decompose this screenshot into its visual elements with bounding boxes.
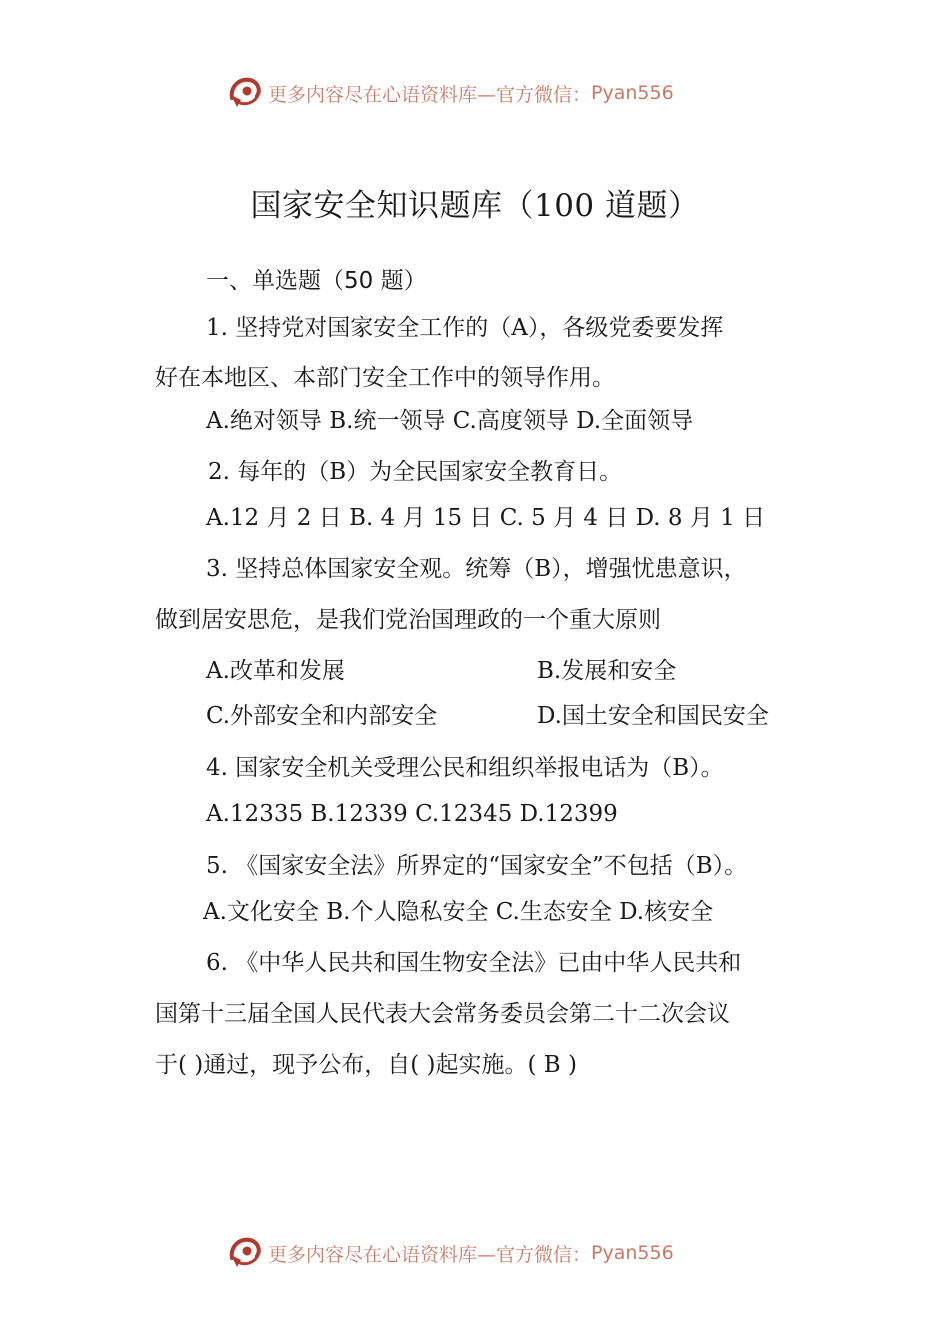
question-2-options: A.12 月 2 日 B. 4 月 15 日 C. 5 月 4 日 D. 8 月 1 日 <box>206 505 766 531</box>
question-3-option-b: B.发展和安全 <box>537 658 677 684</box>
section-heading: 一、单选题（50 题） <box>206 268 427 294</box>
logo-icon <box>226 74 264 112</box>
question-5-line-1: 5. 《国家安全法》所界定的“国家安全”不包括（B）。 <box>206 853 748 879</box>
question-1-options: A.绝对领导 B.统一领导 C.高度领导 D.全面领导 <box>206 408 694 434</box>
watermark-header <box>226 73 674 113</box>
question-5-options: A.文化安全 B.个人隐私安全 C.生态安全 D.核安全 <box>203 899 714 925</box>
question-3-option-d: D.国土安全和国民安全 <box>537 703 769 729</box>
question-3-option-a: A.改革和发展 <box>206 658 345 684</box>
question-6-line-1: 6. 《中华人民共和国生物安全法》已由中华人民共和 <box>206 950 742 976</box>
watermark-text: 更多内容尽在心语资料库—官方微信： <box>268 1243 592 1266</box>
question-2-line-1: 2. 每年的（B）为全民国家安全教育日。 <box>208 459 623 485</box>
question-1-line-1: 1. 坚持党对国家安全工作的（A），各级党委要发挥 <box>206 315 724 341</box>
question-3-option-c: C.外部安全和内部安全 <box>206 703 438 729</box>
watermark-text: 更多内容尽在心语资料库—官方微信： <box>268 83 592 106</box>
page-title: 国家安全知识题库（100 道题） <box>250 188 700 224</box>
question-1-line-2: 好在本地区、本部门安全工作中的领导作用。 <box>155 365 615 391</box>
question-3-line-2: 做到居安思危，是我们党治国理政的一个重大原则 <box>155 607 661 633</box>
question-6-line-2: 国第十三届全国人民代表大会常务委员会第二十二次会议 <box>155 1001 730 1027</box>
logo-icon <box>226 1234 264 1272</box>
question-6-line-3: 于( )通过，现予公布，自( )起实施。( B ) <box>155 1052 577 1078</box>
question-4-line-1: 4. 国家安全机关受理公民和组织举报电话为（B）。 <box>206 755 724 781</box>
watermark-handle: Pyan556 <box>591 1242 674 1264</box>
watermark-footer <box>226 1233 674 1273</box>
question-3-line-1: 3. 坚持总体国家安全观。统筹（B），增强忧患意识， <box>206 556 747 582</box>
watermark-handle: Pyan556 <box>591 82 674 104</box>
question-4-options: A.12335 B.12339 C.12345 D.12399 <box>206 801 618 827</box>
